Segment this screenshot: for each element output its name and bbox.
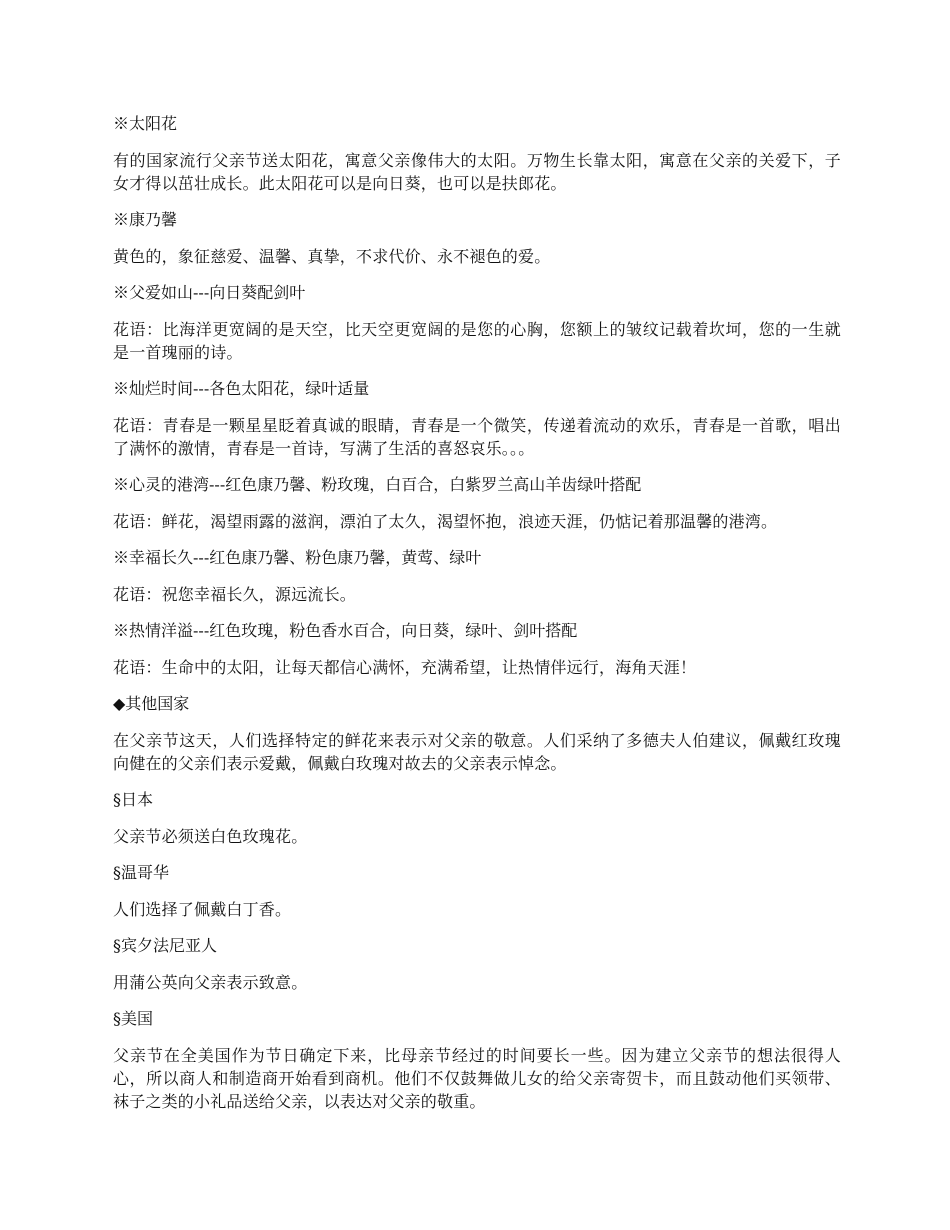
paragraph-other-countries: 在父亲节这天，人们选择特定的鲜花来表示对父亲的敬意。人们采纳了多德夫人伯建议，佩戴红玫瑰向健在的父亲们表示爱戴，佩戴白玫瑰对故去的父亲表示悼念。 (113, 730, 841, 773)
document-page (113, 112, 841, 1126)
paragraph-carnation: 黄色的，象征慈爱、温馨、真挚，不求代价、永不褪色的爱。 (113, 246, 551, 266)
section-heading-harbor: ※心灵的港湾---红色康乃馨、粉玫瑰，白百合，白紫罗兰高山羊齿绿叶搭配 (113, 475, 642, 494)
paragraph-vancouver: 人们选择了佩戴白丁香。 (113, 899, 292, 919)
paragraph-brilliant-time: 花语：青春是一颗星星眨着真诚的眼睛，青春是一个微笑，传递着流动的欢乐，青春是一首歌，唱出了满怀的激情，青春是一首诗，写满了生活的喜怒哀乐。。。 (113, 415, 841, 458)
section-heading-brilliant-time: ※灿烂时间---各色太阳花，绿叶适量 (113, 379, 370, 398)
section-heading-vancouver: §温哥华 (113, 863, 170, 882)
section-heading-pennsylvania: §宾夕法尼亚人 (113, 936, 218, 955)
section-heading-carnation: ※康乃馨 (113, 210, 178, 229)
section-heading-other-countries: ◆其他国家 (113, 694, 190, 713)
section-heading-passion: ※热情洋溢---红色玫瑰，粉色香水百合，向日葵，绿叶、剑叶搭配 (113, 621, 578, 640)
section-heading-usa: §美国 (113, 1009, 154, 1028)
section-heading-sunflower: ※太阳花 (113, 114, 178, 133)
paragraph-pennsylvania: 用蒲公英向父亲表示致意。 (113, 972, 308, 992)
paragraph-sunflower: 有的国家流行父亲节送太阳花，寓意父亲像伟大的太阳。万物生长靠太阳，寓意在父亲的关爱下，子女才得以茁壮成长。此太阳花可以是向日葵，也可以是扶郎花。 (113, 150, 841, 193)
paragraph-happiness: 花语：祝您幸福长久，源远流长。 (113, 584, 357, 604)
paragraph-passion: 花语：生命中的太阳，让每天都信心满怀，充满希望，让热情伴远行，海角天涯！ (113, 657, 697, 677)
section-heading-fathers-love: ※父爱如山---向日葵配剑叶 (113, 283, 306, 302)
paragraph-fathers-love: 花语：比海洋更宽阔的是天空，比天空更宽阔的是您的心胸，您额上的皱纹记载着坎坷，您的一生就是一首瑰丽的诗。 (113, 319, 841, 362)
paragraph-usa: 父亲节在全美国作为节日确定下来，比母亲节经过的时间要长一些。因为建立父亲节的想法很得人心，所以商人和制造商开始看到商机。他们不仅鼓舞做儿女的给父亲寄贺卡，而且鼓动他们买领带、袜子之类的小礼品送给父亲，以表达对父亲的敬重。 (113, 1045, 841, 1111)
section-heading-japan: §日本 (113, 790, 154, 809)
paragraph-japan: 父亲节必须送白色玫瑰花。 (113, 826, 308, 846)
paragraph-harbor: 花语：鲜花，渴望雨露的滋润，漂泊了太久，渴望怀抱，浪迹天涯，仍惦记着那温馨的港湾。 (113, 511, 778, 531)
section-heading-happiness: ※幸福长久---红色康乃馨、粉色康乃馨，黄莺、绿叶 (113, 548, 482, 567)
